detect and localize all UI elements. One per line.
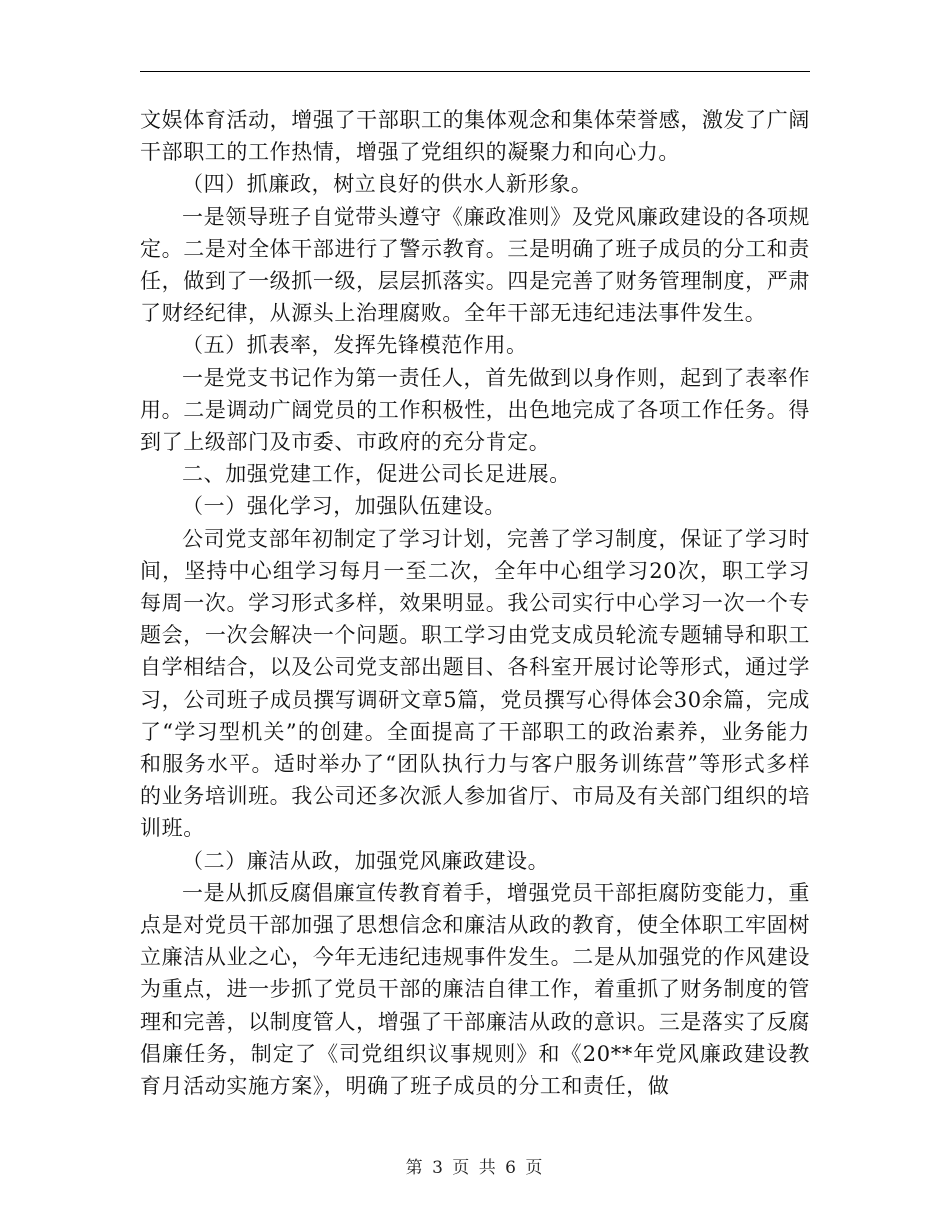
paragraph: 一是党支书记作为第一责任人，首先做到以身作则，起到了表率作用。二是调动广阔党员的工作积极性，出色地完成了各项工作任务。得到了上级部门及市委、市政府的充分肯定。	[140, 365, 810, 455]
section-heading: （五）抓表率，发挥先锋模范作用。	[182, 333, 528, 358]
document-body	[140, 104, 810, 1102]
section-heading: （四）抓廉政，树立良好的供水人新形象。	[182, 172, 593, 197]
paragraph: 文娱体育活动，增强了干部职工的集体观念和集体荣誉感，激发了广阔干部职工的工作热情，增强了党组织的凝聚力和向心力。	[140, 108, 810, 165]
paragraph: 一是领导班子自觉带头遵守《廉政准则》及党风廉政建设的各项规定。二是对全体干部进行了警示教育。三是明确了班子成员的分工和责任，做到了一级抓一级，层层抓落实。四是完善了财务管理制度，严肃了财经纪律，从源头上治理腐败。全年干部无违纪违法事件发生。	[140, 204, 810, 326]
section-heading: （二）廉洁从政，加强党风廉政建设。	[182, 848, 550, 873]
section-heading: 二、加强党建工作，促进公司长足进展。	[182, 462, 571, 487]
section-heading: （一）强化学习，加强队伍建设。	[182, 494, 506, 519]
header-rule	[140, 71, 810, 72]
paragraph: 一是从抓反腐倡廉宣传教育着手，增强党员干部拒腐防变能力，重点是对党员干部加强了思想信念和廉洁从政的教育，使全体职工牢固树立廉洁从业之心，今年无违纪违规事件发生。二是从加强党的作风建设为重点，进一步抓了党员干部的廉洁自律工作，着重抓了财务制度的管理和完善，以制度管人，增强了干部廉洁从政的意识。三是落实了反腐倡廉任务，制定了《司党组织议事规则》和《20**年党风廉政建设教育月活动实施方案》，明确了班子成员的分工和责任，做	[140, 880, 810, 1099]
page-number: 第 3 页 共 6 页	[405, 1158, 545, 1178]
paragraph: 公司党支部年初制定了学习计划，完善了学习制度，保证了学习时间，坚持中心组学习每月一至二次，全年中心组学习20次，职工学习每周一次。学习形式多样，效果明显。我公司实行中心学习一次一个专题会，一次会解决一个问题。职工学习由党支成员轮流专题辅导和职工自学相结合，以及公司党支部出题目、各科室开展讨论等形式，通过学习，公司班子成员撰写调研文章5篇，党员撰写心得体会30余篇，完成了“学习型机关”的创建。全面提高了干部职工的政治素养，业务能力和服务水平。适时举办了“团队执行力与客户服务训练营”等形式多样的业务培训班。我公司还多次派人参加省厅、市局及有关部门组织的培训班。	[140, 526, 810, 841]
